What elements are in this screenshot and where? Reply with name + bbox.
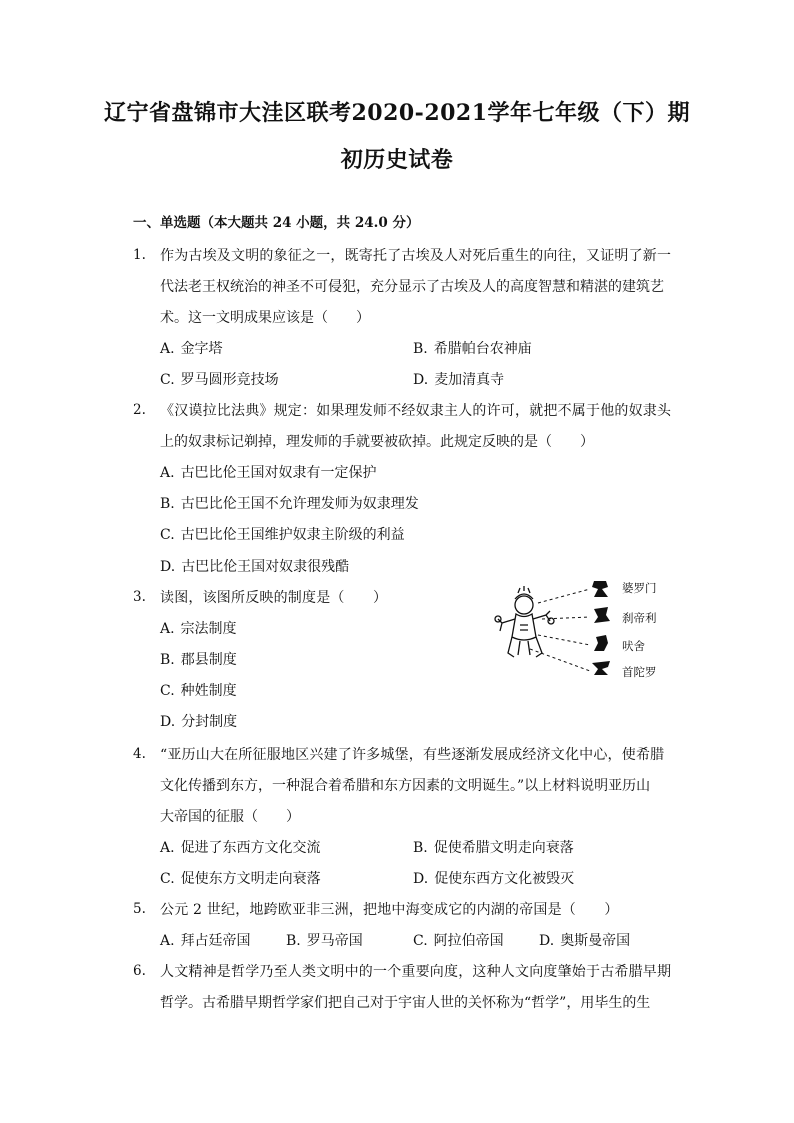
option-label: B. bbox=[160, 496, 175, 512]
question-4-stem-line: 文化传播到东方，一种混合着希腊和东方因素的文明诞生。”以上材料说明亚历山 bbox=[160, 778, 651, 794]
question-6-stem-line: 哲学。古希腊早期哲学家们把自己对于宇宙人世的关怀称为“哲学”，用毕生的生 bbox=[160, 995, 651, 1011]
option-text: 奥斯曼帝国 bbox=[560, 933, 631, 949]
question-2-option-d bbox=[160, 556, 349, 576]
option-label: C. bbox=[413, 933, 428, 949]
option-label: B. bbox=[413, 840, 428, 856]
question-6-number: 6. bbox=[133, 963, 146, 979]
option-text: 古巴比伦王国不允许理发师为奴隶理发 bbox=[180, 496, 419, 512]
question-2-option-b bbox=[160, 493, 419, 513]
question-3-option-d bbox=[160, 711, 237, 731]
question-4-option-b bbox=[413, 837, 574, 857]
option-label: B. bbox=[413, 341, 428, 357]
option-text: 麦加清真寺 bbox=[434, 372, 505, 388]
option-text: 古巴比伦王国维护奴隶主阶级的利益 bbox=[180, 527, 405, 543]
question-3-stem-line: 读图，该图所反映的制度是（ ） bbox=[160, 590, 388, 606]
question-3-number: 3. bbox=[133, 589, 146, 605]
vaishya-figure bbox=[594, 635, 608, 651]
option-label: D. bbox=[160, 714, 176, 730]
question-2-option-a bbox=[160, 462, 377, 482]
option-label: D. bbox=[539, 933, 555, 949]
option-text: 郡县制度 bbox=[180, 652, 237, 668]
question-2-option-c bbox=[160, 524, 405, 544]
question-5-number: 5. bbox=[133, 901, 146, 917]
section-heading: 一、单选题（本大题共 24 小题，共 24.0 分） bbox=[133, 215, 420, 231]
caste-label-brahmin: 婆罗门 bbox=[622, 581, 657, 595]
option-label: C. bbox=[160, 527, 175, 543]
option-label: B. bbox=[160, 652, 175, 668]
option-label: A. bbox=[160, 933, 175, 949]
caste-label-vaishya: 吠舍 bbox=[622, 639, 645, 653]
question-4-option-a bbox=[160, 837, 321, 857]
option-text: 古巴比伦王国对奴隶有一定保护 bbox=[180, 465, 377, 481]
option-label: B. bbox=[286, 933, 301, 949]
question-1-stem-line: 作为古埃及文明的象征之一，既寄托了古埃及人对死后重生的向往，又证明了新一 bbox=[160, 248, 672, 264]
brahmin-figure bbox=[592, 581, 608, 597]
question-5-option-c bbox=[413, 930, 504, 950]
option-label: A. bbox=[160, 621, 175, 637]
option-label: D. bbox=[413, 871, 429, 887]
option-text: 种姓制度 bbox=[180, 683, 237, 699]
question-2-stem-line: 上的奴隶标记剃掉，理发师的手就要被砍掉。此规定反映的是（ ） bbox=[160, 434, 594, 450]
caste-label-kshatriya: 刹帝利 bbox=[622, 611, 657, 625]
question-2-stem-line: 《汉谟拉比法典》规定：如果理发师不经奴隶主人的许可，就把不属于他的奴隶头 bbox=[160, 403, 672, 419]
option-text: 促使东西方文化被毁灭 bbox=[434, 871, 575, 887]
option-label: D. bbox=[413, 372, 429, 388]
option-label: A. bbox=[160, 465, 175, 481]
option-text: 罗马帝国 bbox=[306, 933, 363, 949]
option-text: 分封制度 bbox=[181, 714, 238, 730]
question-1-option-d bbox=[413, 369, 504, 389]
option-text: 促使东方文明走向衰落 bbox=[180, 871, 321, 887]
question-1-option-b bbox=[413, 338, 532, 358]
question-3-option-b bbox=[160, 649, 237, 669]
caste-system-figure bbox=[490, 575, 670, 683]
option-label: C. bbox=[160, 372, 175, 388]
option-text: 拜占廷帝国 bbox=[180, 933, 251, 949]
question-2-number: 2. bbox=[133, 402, 146, 418]
option-label: C. bbox=[160, 683, 175, 699]
question-6-stem-line: 人文精神是哲学乃至人类文明中的一个重要向度，这种人文向度肇始于古希腊早期 bbox=[160, 964, 672, 980]
exam-title-line1: 辽宁省盘锦市大洼区联考2020-2021学年七年级（下）期 bbox=[103, 100, 691, 126]
question-5-option-a bbox=[160, 930, 251, 950]
option-text: 促进了东西方文化交流 bbox=[180, 840, 321, 856]
question-1-stem-line: 术。这一文明成果应该是（ ） bbox=[160, 310, 370, 326]
question-5-option-d bbox=[539, 930, 630, 950]
option-label: D. bbox=[160, 559, 176, 575]
question-4-stem-line: “亚历山大在所征服地区兴建了许多城堡，有些逐渐发展成经济文化中心，使希腊 bbox=[160, 747, 665, 763]
option-text: 古巴比伦王国对奴隶很残酷 bbox=[181, 559, 350, 575]
question-3-option-a bbox=[160, 618, 237, 638]
question-5-stem-line: 公元 2 世纪，地跨欧亚非三洲，把地中海变成它的内湖的帝国是（ ） bbox=[160, 902, 619, 918]
option-text: 促使希腊文明走向衰落 bbox=[433, 840, 574, 856]
option-label: C. bbox=[160, 871, 175, 887]
question-1-option-c bbox=[160, 369, 279, 389]
question-1-stem-line: 代法老王权统治的神圣不可侵犯，充分显示了古埃及人的高度智慧和精湛的建筑艺 bbox=[160, 279, 664, 295]
option-text: 宗法制度 bbox=[180, 621, 237, 637]
option-text: 金字塔 bbox=[180, 341, 223, 357]
option-text: 希腊帕台农神庙 bbox=[433, 341, 532, 357]
caste-label-shudra: 首陀罗 bbox=[622, 665, 657, 679]
exam-title-line2: 初历史试卷 bbox=[340, 147, 454, 173]
question-4-stem-line: 大帝国的征服（ ） bbox=[160, 809, 300, 825]
question-4-option-d bbox=[413, 868, 574, 888]
question-5-option-b bbox=[286, 930, 363, 950]
question-4-number: 4. bbox=[133, 746, 146, 762]
question-4-option-c bbox=[160, 868, 321, 888]
option-text: 阿拉伯帝国 bbox=[433, 933, 504, 949]
option-label: A. bbox=[160, 840, 175, 856]
question-3-option-c bbox=[160, 680, 237, 700]
question-1-option-a bbox=[160, 338, 223, 358]
option-text: 罗马圆形竞技场 bbox=[180, 372, 279, 388]
shudra-figure bbox=[592, 661, 610, 675]
option-label: A. bbox=[160, 341, 175, 357]
kshatriya-figure bbox=[594, 607, 610, 623]
question-1-number: 1. bbox=[133, 247, 146, 263]
